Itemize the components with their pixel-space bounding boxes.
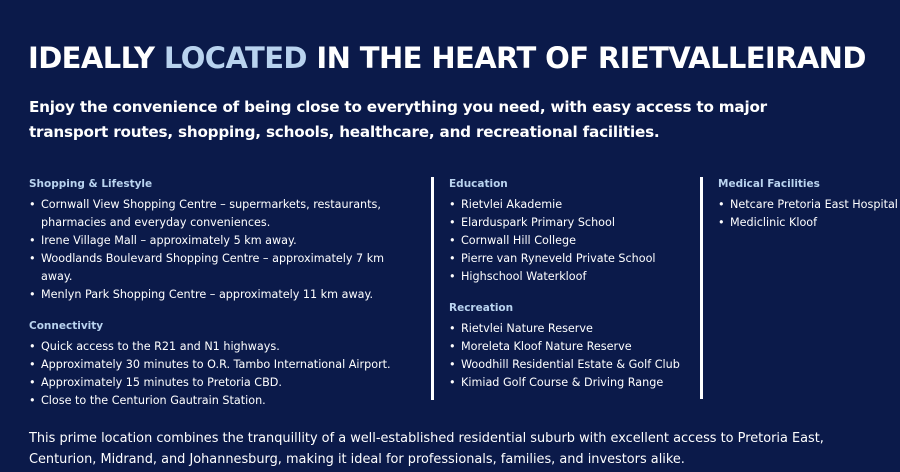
bullet-icon: • (449, 216, 456, 229)
list-item (29, 356, 419, 374)
section-education (449, 175, 699, 286)
list-item (449, 268, 699, 286)
title-part-2: IN THE HEART OF RIETVALLEIRAND (306, 41, 866, 75)
bullet-icon: • (449, 234, 456, 247)
section-title: Education (449, 178, 508, 190)
item-text: Approximately 15 minutes to Pretoria CBD. (41, 376, 282, 389)
bullet-icon: • (29, 394, 36, 407)
list-item (449, 374, 699, 392)
item-text: Woodlands Boulevard Shopping Centre – approximately 7 km away. (41, 252, 385, 283)
list-item (449, 214, 699, 232)
item-text: Cornwall Hill College (461, 234, 576, 247)
section-title: Medical Facilities (718, 178, 820, 190)
section-title: Connectivity (29, 320, 104, 332)
item-text: Rietvlei Nature Reserve (461, 322, 593, 335)
page-title (28, 38, 866, 78)
section-recreation (449, 299, 699, 392)
column-medical (718, 175, 900, 245)
bullet-icon: • (29, 340, 36, 353)
item-text: Highschool Waterkloof (461, 270, 587, 283)
item-text: Woodhill Residential Estate & Golf Club (461, 358, 680, 371)
bullet-icon: • (29, 252, 36, 265)
bullet-icon: • (29, 234, 36, 247)
section-title: Shopping & Lifestyle (29, 178, 153, 190)
item-text: Pierre van Ryneveld Private School (461, 252, 656, 265)
item-text: Elarduspark Primary School (461, 216, 615, 229)
bullet-icon: • (449, 340, 456, 353)
item-text: Approximately 30 minutes to O.R. Tambo International Airport. (41, 358, 391, 371)
bullet-icon: • (29, 288, 36, 301)
list-item (29, 338, 419, 356)
list-item (29, 392, 419, 410)
item-text: Kimiad Golf Course & Driving Range (461, 376, 664, 389)
item-list (449, 196, 699, 286)
list-item (29, 250, 419, 286)
bullet-icon: • (29, 358, 36, 371)
bullet-icon: • (449, 358, 456, 371)
list-item (449, 338, 699, 356)
column-divider (431, 177, 434, 400)
section-connectivity (29, 317, 419, 410)
item-text: Cornwall View Shopping Centre – supermarkets, restaurants, pharmacies and everyday conveniences. (41, 198, 381, 229)
bullet-icon: • (449, 270, 456, 283)
item-text: Rietvlei Akademie (461, 198, 563, 211)
list-item (449, 196, 699, 214)
title-accent: LOCATED (163, 41, 307, 75)
column-divider (700, 177, 703, 399)
list-item (29, 286, 419, 304)
list-item (718, 214, 900, 232)
bullet-icon: • (449, 252, 456, 265)
column-shopping-connectivity (29, 175, 419, 423)
item-list (29, 338, 419, 410)
list-item (449, 232, 699, 250)
list-item (449, 250, 699, 268)
item-text: Mediclinic Kloof (730, 216, 818, 229)
section-title: Recreation (449, 302, 514, 314)
list-item (29, 374, 419, 392)
list-item (29, 232, 419, 250)
list-item (449, 356, 699, 374)
list-item (449, 320, 699, 338)
bullet-icon: • (29, 376, 36, 389)
list-item (29, 196, 419, 232)
bullet-icon: • (718, 198, 725, 211)
bullet-icon: • (718, 216, 725, 229)
item-list (29, 196, 419, 304)
section-shopping-lifestyle (29, 175, 419, 304)
list-item (718, 196, 900, 214)
bullet-icon: • (29, 198, 36, 211)
item-text: Quick access to the R21 and N1 highways. (41, 340, 280, 353)
bullet-icon: • (449, 376, 456, 389)
title-part-1: IDEALLY (28, 41, 164, 75)
item-list (718, 196, 900, 232)
section-medical-facilities (718, 175, 900, 232)
bullet-icon: • (449, 322, 456, 335)
item-text: Menlyn Park Shopping Centre – approximately 11 km away. (41, 288, 374, 301)
item-text: Irene Village Mall – approximately 5 km away. (41, 234, 297, 247)
bullet-icon: • (449, 198, 456, 211)
intro-text: Enjoy the convenience of being close to everything you need, with easy access to major transport routes, shopping, schools, healthcare, and recreational facilities. (29, 98, 767, 141)
item-list (449, 320, 699, 392)
item-text: Netcare Pretoria East Hospital (730, 198, 898, 211)
item-text: Moreleta Kloof Nature Reserve (461, 340, 632, 353)
outro-text: This prime location combines the tranquillity of a well-established residential suburb with excellent access to Pretoria East, Centurion, Midrand, and Johannesburg, making it ideal for professionals, families, and investors alike. (29, 431, 824, 467)
item-text: Close to the Centurion Gautrain Station. (41, 394, 266, 407)
column-education-recreation (449, 175, 699, 405)
